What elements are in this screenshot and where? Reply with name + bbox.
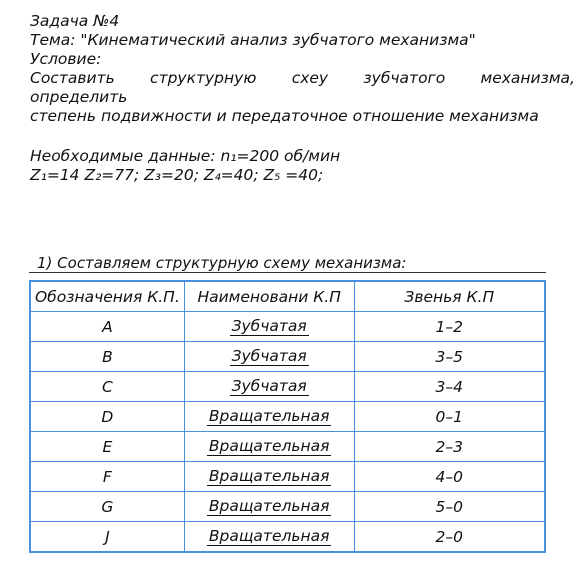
pair-links: 4–0 bbox=[354, 462, 545, 492]
task-title: Задача №4 bbox=[30, 12, 120, 30]
pair-links: 1–2 bbox=[354, 312, 545, 342]
pair-type bbox=[184, 432, 354, 462]
pair-designation: E bbox=[30, 432, 184, 462]
condition-word: механизма, bbox=[480, 69, 575, 87]
pair-type bbox=[184, 492, 354, 522]
kinematic-pairs-table bbox=[29, 280, 546, 553]
condition-word: зубчатого bbox=[363, 69, 446, 87]
pair-type bbox=[184, 462, 354, 492]
condition-word: структурную bbox=[150, 69, 257, 87]
table-row bbox=[30, 432, 545, 462]
table-row bbox=[30, 372, 545, 402]
given-data-label: Необходимые данные: n₁=200 об/мин bbox=[30, 147, 341, 165]
given-teeth: Z₁=14 Z₂=77; Z₃=20; Z₄=40; Z₅ =40; bbox=[30, 166, 324, 184]
table-row bbox=[30, 492, 545, 522]
condition-line-1 bbox=[30, 69, 575, 88]
table-row bbox=[30, 462, 545, 492]
condition-line-2: определить bbox=[30, 88, 128, 106]
pair-designation: J bbox=[30, 522, 184, 553]
condition-word: схеу bbox=[291, 69, 329, 87]
condition-line-3: степень подвижности и передаточное отношение механизма bbox=[30, 107, 539, 125]
table-row bbox=[30, 402, 545, 432]
pair-type bbox=[184, 342, 354, 372]
pair-designation: G bbox=[30, 492, 184, 522]
pair-type-text: Зубчатая bbox=[231, 377, 307, 395]
pair-type-text: Вращательная bbox=[208, 527, 330, 545]
pair-designation: F bbox=[30, 462, 184, 492]
pair-type-text: Вращательная bbox=[208, 407, 330, 425]
pair-type bbox=[184, 312, 354, 342]
column-header: Обозначения К.П. bbox=[30, 281, 184, 312]
task-topic: Тема: "Кинематический анализ зубчатого механизма" bbox=[30, 31, 476, 49]
caption-underline bbox=[29, 272, 546, 273]
pair-type bbox=[184, 402, 354, 432]
pair-type-text: Вращательная bbox=[208, 437, 330, 455]
pair-links: 2–3 bbox=[354, 432, 545, 462]
pair-type-text: Зубчатая bbox=[231, 347, 307, 365]
pair-designation: B bbox=[30, 342, 184, 372]
pair-links: 5–0 bbox=[354, 492, 545, 522]
pair-type-text: Вращательная bbox=[208, 467, 330, 485]
condition-word: Составить bbox=[30, 69, 115, 87]
column-header: Наименовани К.П bbox=[184, 281, 354, 312]
condition-label: Условие: bbox=[30, 50, 102, 68]
column-header: Звенья К.П bbox=[354, 281, 545, 312]
table-row bbox=[30, 522, 545, 553]
table-header-row bbox=[30, 281, 545, 312]
pair-type bbox=[184, 522, 354, 553]
pair-links: 3–5 bbox=[354, 342, 545, 372]
pair-type-text: Зубчатая bbox=[231, 317, 307, 335]
table-row bbox=[30, 342, 545, 372]
pair-type-text: Вращательная bbox=[208, 497, 330, 515]
task-document bbox=[30, 12, 578, 185]
pair-links: 2–0 bbox=[354, 522, 545, 553]
pair-links: 3–4 bbox=[354, 372, 545, 402]
pair-type bbox=[184, 372, 354, 402]
pair-designation: D bbox=[30, 402, 184, 432]
table-row bbox=[30, 312, 545, 342]
step-caption: 1) Составляем структурную схему механизма: bbox=[37, 254, 407, 272]
pair-links: 0–1 bbox=[354, 402, 545, 432]
pair-designation: C bbox=[30, 372, 184, 402]
pair-designation: A bbox=[30, 312, 184, 342]
